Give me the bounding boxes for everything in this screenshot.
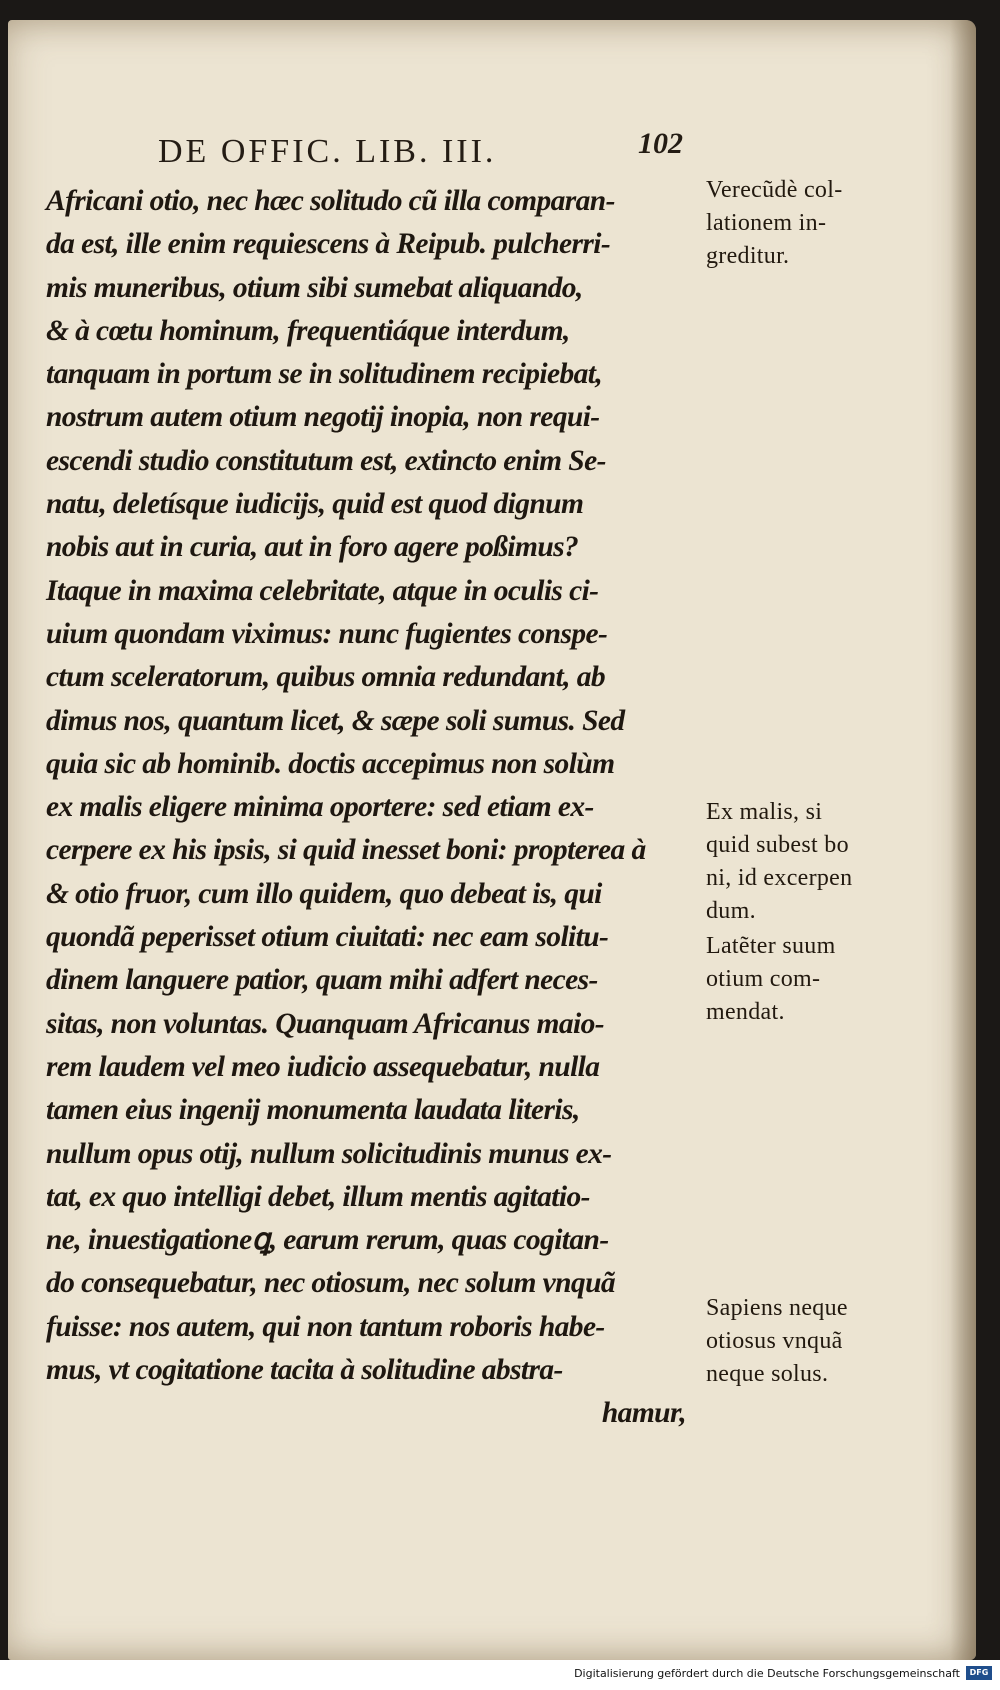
running-head: DE OFFIC. LIB. III. (158, 133, 497, 170)
gloss-line: ni, id excerpen (706, 865, 853, 891)
marginal-gloss (706, 796, 852, 928)
text-line: mus, vt cogitatione tacita à solitudine abstra- (46, 1354, 563, 1387)
gloss-line: mendat. (706, 999, 785, 1025)
text-line: sitas, non voluntas. Quanquam Africanus maio- (46, 1007, 604, 1040)
gloss-line: lationem in- (706, 210, 827, 236)
text-line: Itaque in maxima celebritate, atque in oculis ci- (46, 574, 599, 607)
text-line: do consequebatur, nec otiosum, nec solum vnquã (46, 1267, 616, 1300)
gloss-line: dum. (706, 898, 756, 924)
marginal-gloss (706, 930, 836, 1029)
page-number: 102 (638, 127, 683, 160)
marginal-gloss (706, 174, 843, 273)
gloss-line: greditur. (706, 243, 790, 269)
text-line: nobis aut in curia, aut in foro agere poßimus? (46, 531, 579, 564)
text-line: tamen eius ingenij monumenta laudata literis, (46, 1094, 580, 1127)
gloss-line: neque solus. (706, 1361, 829, 1387)
footer-bar (0, 1660, 1000, 1690)
text-line: ne, inuestigationeꝗ, earum rerum, quas cogitan- (46, 1224, 609, 1257)
text-line: & à cœtu hominum, frequentiáque interdum, (46, 314, 570, 347)
text-line: tat, ex quo intelligi debet, illum mentis agitatio- (46, 1180, 590, 1213)
text-line: ex malis eligere minima oportere: sed etiam ex- (46, 791, 594, 824)
book-page (8, 20, 976, 1660)
text-line: nostrum autem otium negotij inopia, non requi- (46, 401, 600, 434)
catchword: hamur, (601, 1397, 686, 1430)
text-line: uium quondam viximus: nunc fugientes conspe- (46, 617, 608, 650)
page-header (8, 115, 976, 175)
text-line: fuisse: nos autem, qui non tantum roboris habe- (46, 1310, 605, 1343)
text-line: quia sic ab hominib. doctis accepimus non solùm (46, 747, 615, 780)
text-line: cerpere ex his ipsis, si quid inesset boni: propterea à (46, 834, 646, 867)
gloss-line: Latẽter suum (706, 933, 836, 959)
text-line: ctum sceleratorum, quibus omnia redundant, ab (46, 661, 606, 694)
funding-credit: Digitalisierung gefördert durch die Deutsche Forschungsgemeinschaft (574, 1667, 960, 1680)
text-line: escendi studio constitutum est, extincto enim Se- (46, 444, 606, 477)
text-line: dinem languere patior, quam mihi adfert neces- (46, 964, 598, 997)
gloss-line: Sapiens neque (706, 1295, 848, 1321)
marginal-gloss (706, 1292, 848, 1391)
dfg-logo: DFG (966, 1666, 992, 1680)
text-line: tanquam in portum se in solitudinem recipiebat, (46, 358, 603, 391)
text-line: mis muneribus, otium sibi sumebat aliquando, (46, 271, 583, 304)
gloss-line: otium com- (706, 966, 821, 992)
text-line: da est, ille enim requiescens à Reipub. pulcherri- (46, 228, 611, 261)
page-edge-shadow (950, 20, 976, 1660)
text-line: dimus nos, quantum licet, & sæpe soli sumus. Sed (46, 704, 625, 737)
text-line: Africani otio, nec hæc solitudo cũ illa comparan- (46, 185, 615, 217)
gloss-line: otiosus vnquã (706, 1328, 843, 1354)
text-line: rem laudem vel meo iudicio assequebatur, nulla (46, 1050, 600, 1083)
gloss-line: Verecũdè col- (706, 177, 843, 203)
gloss-line: Ex malis, si (706, 799, 823, 825)
text-line: & otio fruor, cum illo quidem, quo debeat is, qui (46, 877, 602, 910)
text-line: nullum opus otij, nullum solicitudinis munus ex- (46, 1137, 612, 1170)
text-line: quondã peperisset otium ciuitati: nec eam solitu- (46, 921, 609, 954)
gloss-line: quid subest bo (706, 832, 849, 858)
main-text-block (46, 180, 696, 1436)
text-line: natu, deletísque iudicijs, quid est quod dignum (46, 488, 584, 521)
